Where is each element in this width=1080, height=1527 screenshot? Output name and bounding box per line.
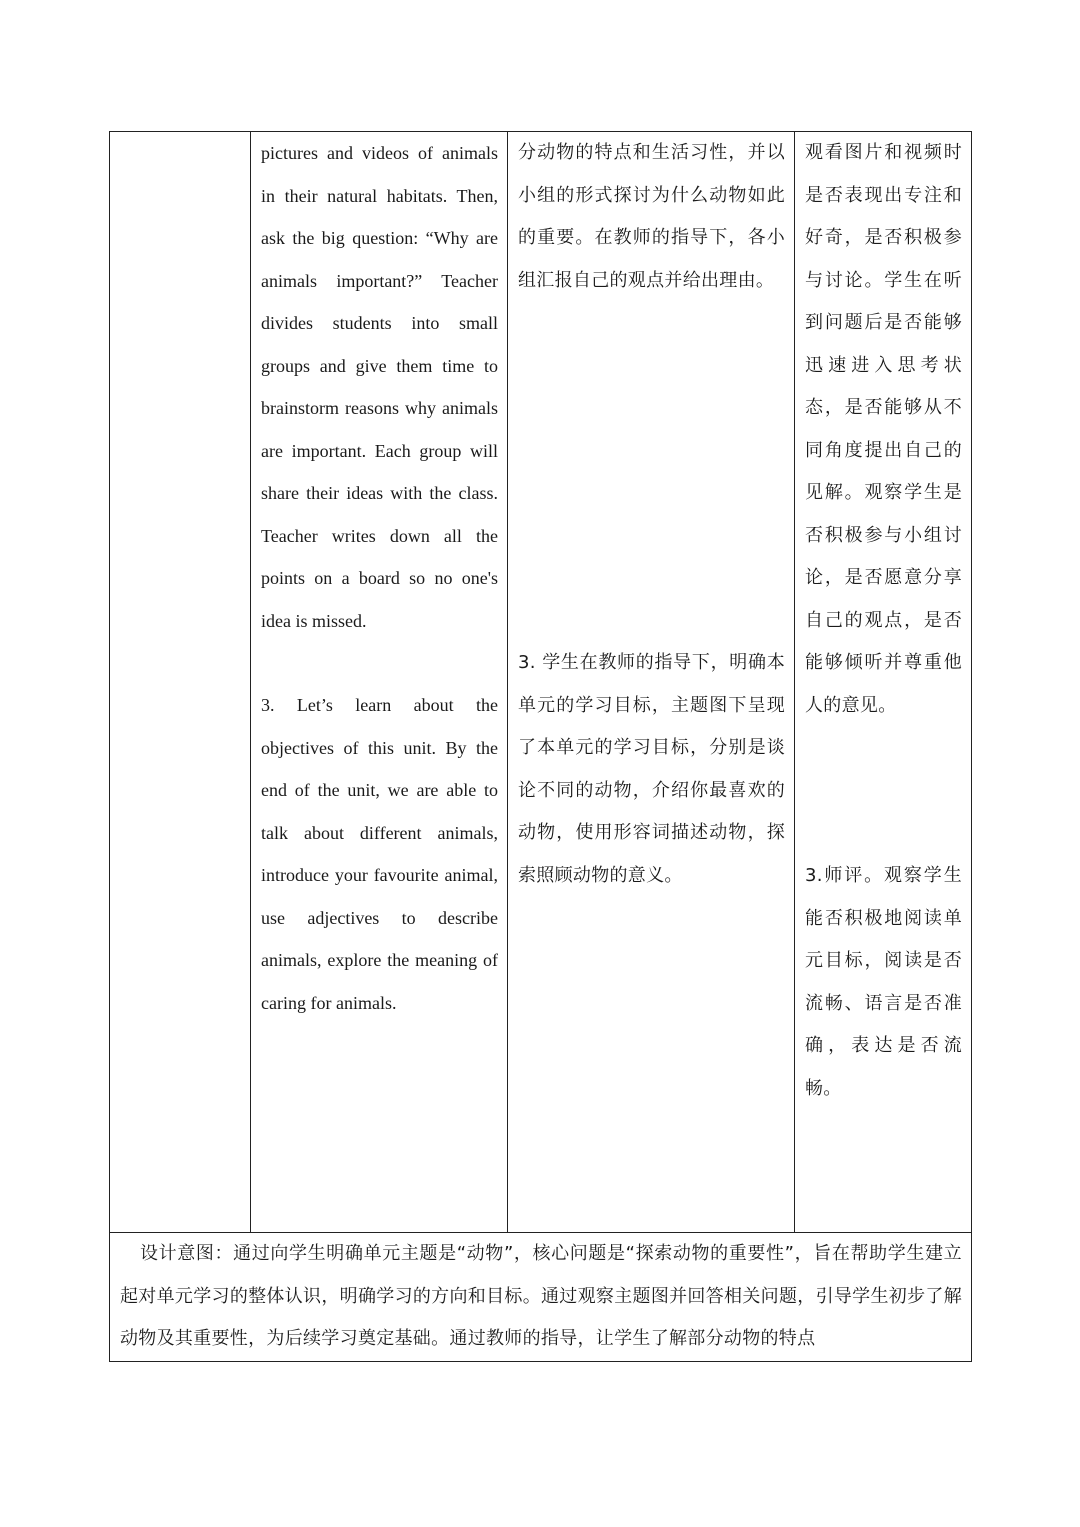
student-activity-cell	[508, 132, 795, 1233]
assessment-cell	[795, 132, 972, 1233]
student-activity-text-1: 分动物的特点和生活习性，并以小组的形式探讨为什么动物如此的重要。在教师的指导下，各小组汇报自己的观点并给出理由。	[518, 142, 785, 291]
teacher-activity-cell	[251, 132, 508, 1233]
assessment-text-2: 3.师评。观察学生能否积极地阅读单元目标，阅读是否流畅、语言是否准确，表达是否流畅。	[805, 865, 962, 1099]
teacher-activity-text-2: 3. Let’s learn about the objectives of this unit. By the end of the unit, we are able to talk about different animals, introduce your favourite animal, use adjectives to describe animals, explore the meaning of caring for animals.	[261, 695, 498, 1013]
teacher-activity-text-1: pictures and videos of animals in their natural habitats. Then, ask the big question: “Why are animals important?” Teacher divides students into small groups and give them time to brainstorm reasons why animals are important. Each group will share their ideas with the class. Teacher writes down all the points on a board so no one's idea is missed.	[261, 143, 498, 631]
stage-cell	[110, 132, 251, 1233]
design-intent-text: 设计意图：通过向学生明确单元主题是“动物”，核心问题是“探索动物的重要性”，旨在帮助学生建立起对单元学习的整体认识，明确学习的方向和目标。通过观察主题图并回答相关问题，引导学生初步了解动物及其重要性，为后续学习奠定基础。通过教师的指导，让学生了解部分动物的特点	[120, 1243, 962, 1349]
student-activity-text-2: 3. 学生在教师的指导下，明确本单元的学习目标，主题图下呈现了本单元的学习目标，分别是谈论不同的动物，介绍你最喜欢的动物，使用形容词描述动物，探索照顾动物的意义。	[518, 652, 785, 886]
lesson-plan-table	[109, 131, 972, 1362]
activity-row	[110, 132, 972, 1233]
assessment-text-1: 观看图片和视频时是否表现出专注和好奇，是否积极参与讨论。学生在听到问题后是否能够迅速进入思考状态，是否能够从不同角度提出自己的见解。观察学生是否积极参与小组讨论，是否愿意分享自己的观点，是否能够倾听并尊重他人的意见。	[805, 142, 962, 716]
design-intent-row	[110, 1233, 972, 1362]
design-intent-cell	[110, 1233, 972, 1362]
